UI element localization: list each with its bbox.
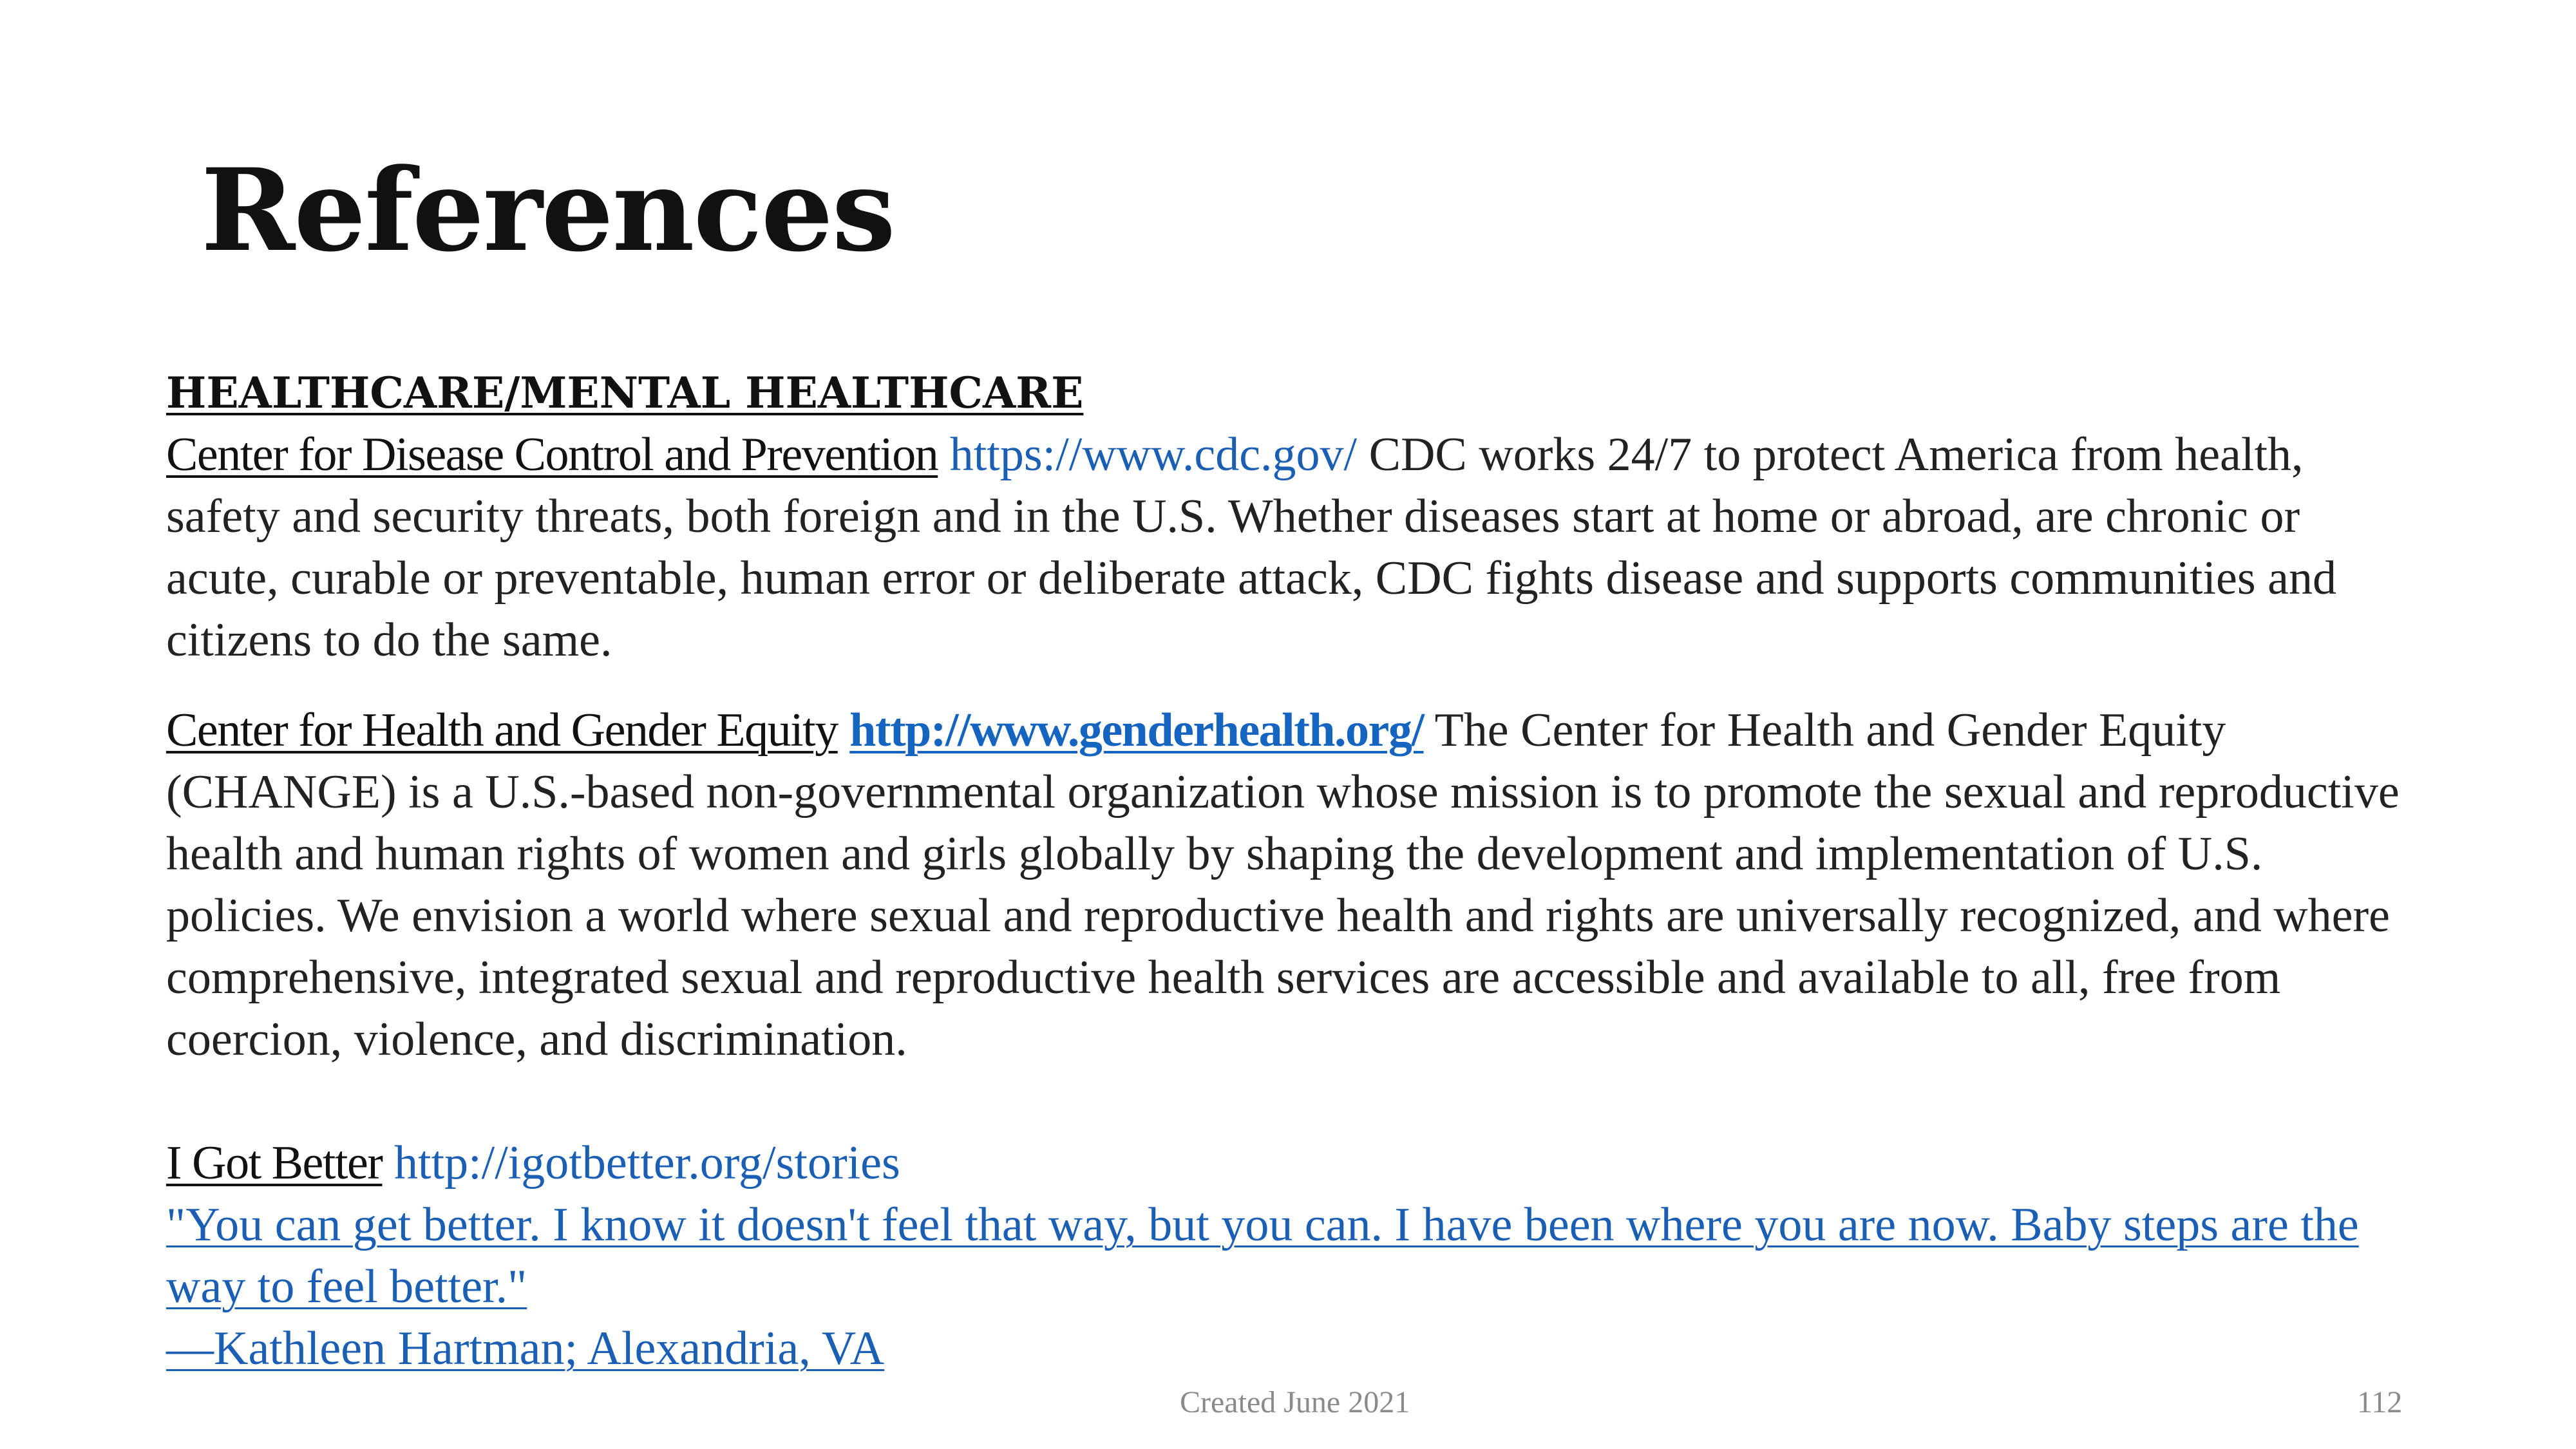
link-genderhealth[interactable]: http://www.genderhealth.org/ xyxy=(849,704,1424,757)
link-igotbetter[interactable]: http://igotbetter.org/stories xyxy=(393,1137,900,1189)
reference-entry-igotbetter xyxy=(166,1132,2407,1379)
testimonial-quote-link[interactable]: "You can get better. I know it doesn't feel that way, but you can. I have been where you are now. Baby steps are the way to feel better." xyxy=(166,1198,2359,1313)
section-heading: HEALTHCARE/MENTAL HEALTHCARE xyxy=(166,368,1084,418)
description-cdc: CDC works 24/7 to protect America from health, safety and security threats, both foreign and in the U.S. Whether diseases start at home or abroad, are chronic or acute, curable or preventable, human error or deliberate attack, CDC fights disease and supports communities and citizens to do the same. xyxy=(166,428,2336,667)
reference-entry-change xyxy=(166,699,2407,1070)
org-name-change: Center for Health and Gender Equity xyxy=(166,704,838,757)
spacer xyxy=(166,1070,2407,1132)
description-change: The Center for Health and Gender Equity (CHANGE) is a U.S.-based non-governmental organization whose mission is to promote the sexual and reproductive health and human rights of women and girls globally by shaping the development and implementation of U.S. policies. We envision a world where sexual and reproductive health and rights are universally recognized, and where comprehensive, integrated sexual and reproductive health services are accessible and available to all, free from coercion, violence, and discrimination. xyxy=(166,704,2400,1066)
testimonial-attribution-link[interactable]: —Kathleen Hartman; Alexandria, VA xyxy=(166,1322,885,1375)
references-content xyxy=(166,362,2407,1379)
reference-entry-cdc xyxy=(166,424,2407,671)
org-name-cdc: Center for Disease Control and Prevention xyxy=(166,428,938,481)
footer-created-date: Created June 2021 xyxy=(1180,1385,1410,1419)
org-name-igotbetter: I Got Better xyxy=(166,1137,383,1189)
link-cdc[interactable]: https://www.cdc.gov/ xyxy=(949,428,1358,481)
footer-page-number: 112 xyxy=(2357,1385,2403,1419)
slide-title: References xyxy=(201,144,895,277)
